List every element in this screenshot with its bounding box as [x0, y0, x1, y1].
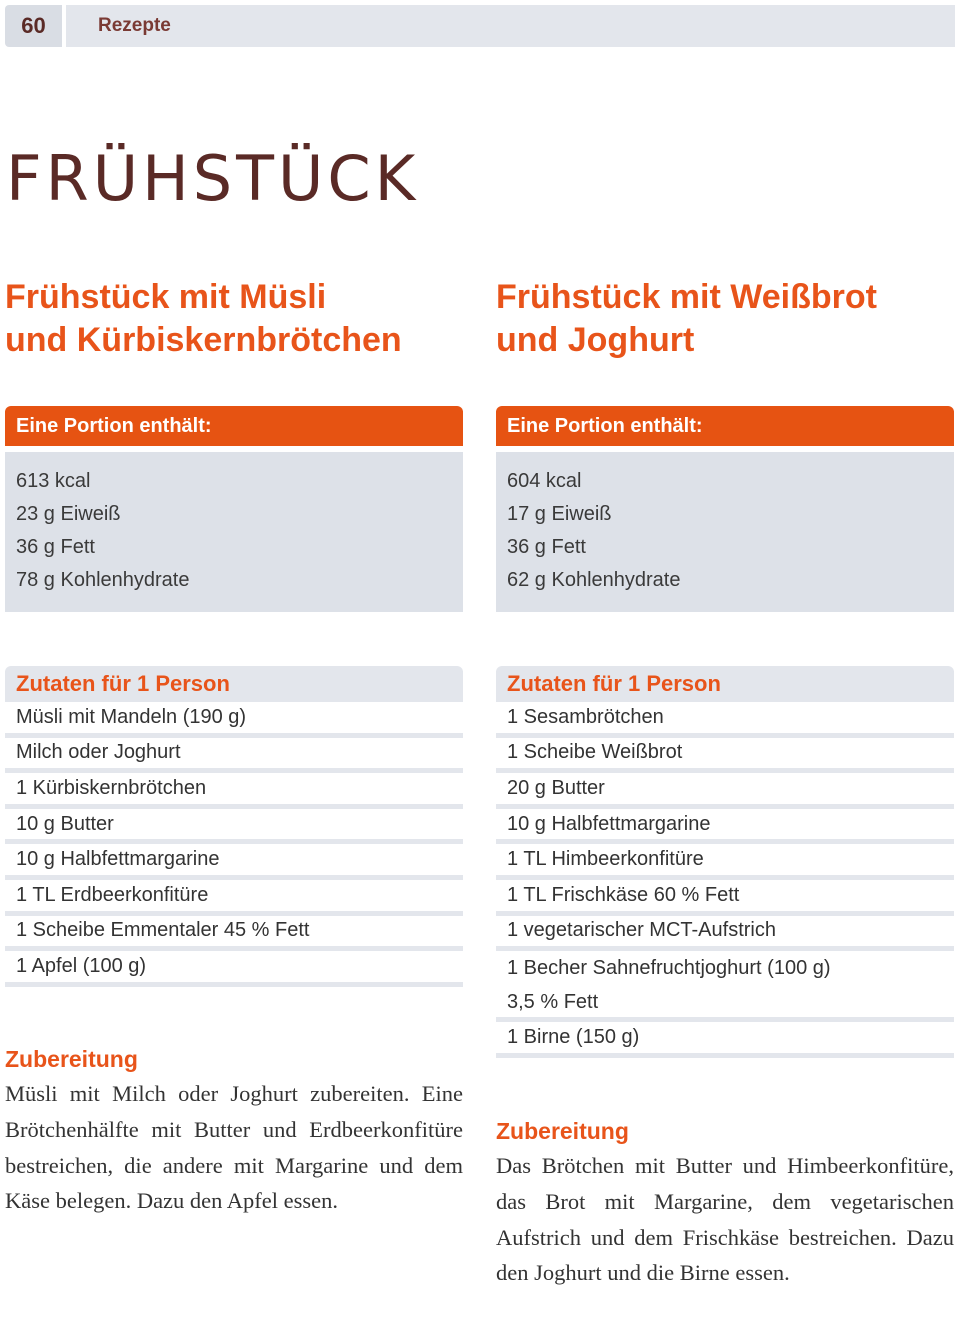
- list-item: 3,5 % Fett: [496, 987, 954, 1023]
- list-item: Müsli mit Mandeln (190 g): [5, 702, 463, 738]
- list-item: 10 g Halbfettmargarine: [5, 844, 463, 880]
- recipe-1-title: [5, 276, 463, 394]
- list-item: 20 g Butter: [496, 773, 954, 809]
- nutrition-kcal: 613 kcal: [16, 470, 91, 492]
- page-number: 60: [5, 5, 62, 47]
- recipe-1-nutrition-box: [5, 452, 463, 612]
- list-item: 1 TL Himbeerkonfitüre: [496, 844, 954, 880]
- nutrition-carbs: 62 g Kohlenhydrate: [507, 569, 681, 591]
- recipe-2-title-line2: und Joghurt: [496, 321, 695, 359]
- recipe-2-header: [496, 276, 954, 612]
- recipe-1-ingredients: [5, 666, 463, 987]
- recipe-2-title: [496, 276, 954, 394]
- list-item: 1 Birne (150 g): [496, 1022, 954, 1058]
- recipe-1-nutrition-heading: Eine Portion enthält:: [5, 406, 463, 446]
- nutrition-carbs: 78 g Kohlenhydrate: [16, 569, 190, 591]
- recipe-2-nutrition-box: [496, 452, 954, 612]
- nutrition-protein: 17 g Eiweiß: [507, 503, 612, 525]
- recipe-1-title-line2: und Kürbiskernbrötchen: [5, 321, 402, 359]
- recipe-2-preparation-heading: Zubereitung: [496, 1117, 629, 1144]
- list-item: 1 Kürbiskernbrötchen: [5, 773, 463, 809]
- recipe-2-preparation: [496, 1114, 954, 1291]
- recipe-1-ingredients-heading: Zutaten für 1 Person: [5, 666, 463, 702]
- list-item: 10 g Halbfettmargarine: [496, 809, 954, 845]
- list-item: 1 Sesambrötchen: [496, 702, 954, 738]
- recipe-1-ingredient-list: [5, 702, 463, 987]
- nutrition-protein: 23 g Eiweiß: [16, 503, 121, 525]
- list-item: Milch oder Joghurt: [5, 738, 463, 774]
- recipe-1-header: [5, 276, 463, 612]
- list-item: 1 TL Erdbeerkonfitüre: [5, 880, 463, 916]
- section-label: Rezepte: [66, 5, 955, 47]
- nutrition-fat: 36 g Fett: [507, 536, 586, 558]
- recipe-2-ingredients-heading: Zutaten für 1 Person: [496, 666, 954, 702]
- nutrition-fat: 36 g Fett: [16, 536, 95, 558]
- recipe-1-preparation-heading: Zubereitung: [5, 1045, 138, 1072]
- nutrition-kcal: 604 kcal: [507, 470, 582, 492]
- recipe-2-ingredients: [496, 666, 954, 1058]
- recipe-2-ingredient-list: [496, 702, 954, 1058]
- recipe-2-preparation-text: Das Brötchen mit Butter und Himbeerkonfitüre, das Brot mit Margarine, dem vegetarischen Aufstrich und dem Frischkäse bestreichen. Dazu den Joghurt und die Birne essen.: [496, 1153, 954, 1286]
- recipe-2-nutrition-heading: Eine Portion enthält:: [496, 406, 954, 446]
- recipe-1-preparation: [5, 1042, 463, 1219]
- list-item: 1 vegetarischer MCT-Aufstrich: [496, 916, 954, 952]
- recipe-1-title-line1: Frühstück mit Müsli: [5, 278, 327, 316]
- list-item: 1 Scheibe Emmentaler 45 % Fett: [5, 916, 463, 952]
- list-item: 1 Scheibe Weißbrot: [496, 738, 954, 774]
- list-item: 1 TL Frischkäse 60 % Fett: [496, 880, 954, 916]
- list-item: 1 Becher Sahnefruchtjoghurt (100 g): [507, 957, 831, 980]
- chapter-title: FRÜHSTÜCK: [6, 142, 420, 215]
- recipe-1-preparation-text: Müsli mit Milch oder Joghurt zubereiten. Eine Brötchenhälfte mit Butter und Erdbeerkonfitüre bestreichen, die andere mit Margarine und dem Käse belegen. Dazu den Apfel essen.: [5, 1081, 463, 1214]
- recipe-2-title-line1: Frühstück mit Weißbrot: [496, 278, 877, 316]
- page-header: [5, 5, 955, 47]
- list-item: 1 Apfel (100 g): [5, 951, 463, 987]
- list-item: 10 g Butter: [5, 809, 463, 845]
